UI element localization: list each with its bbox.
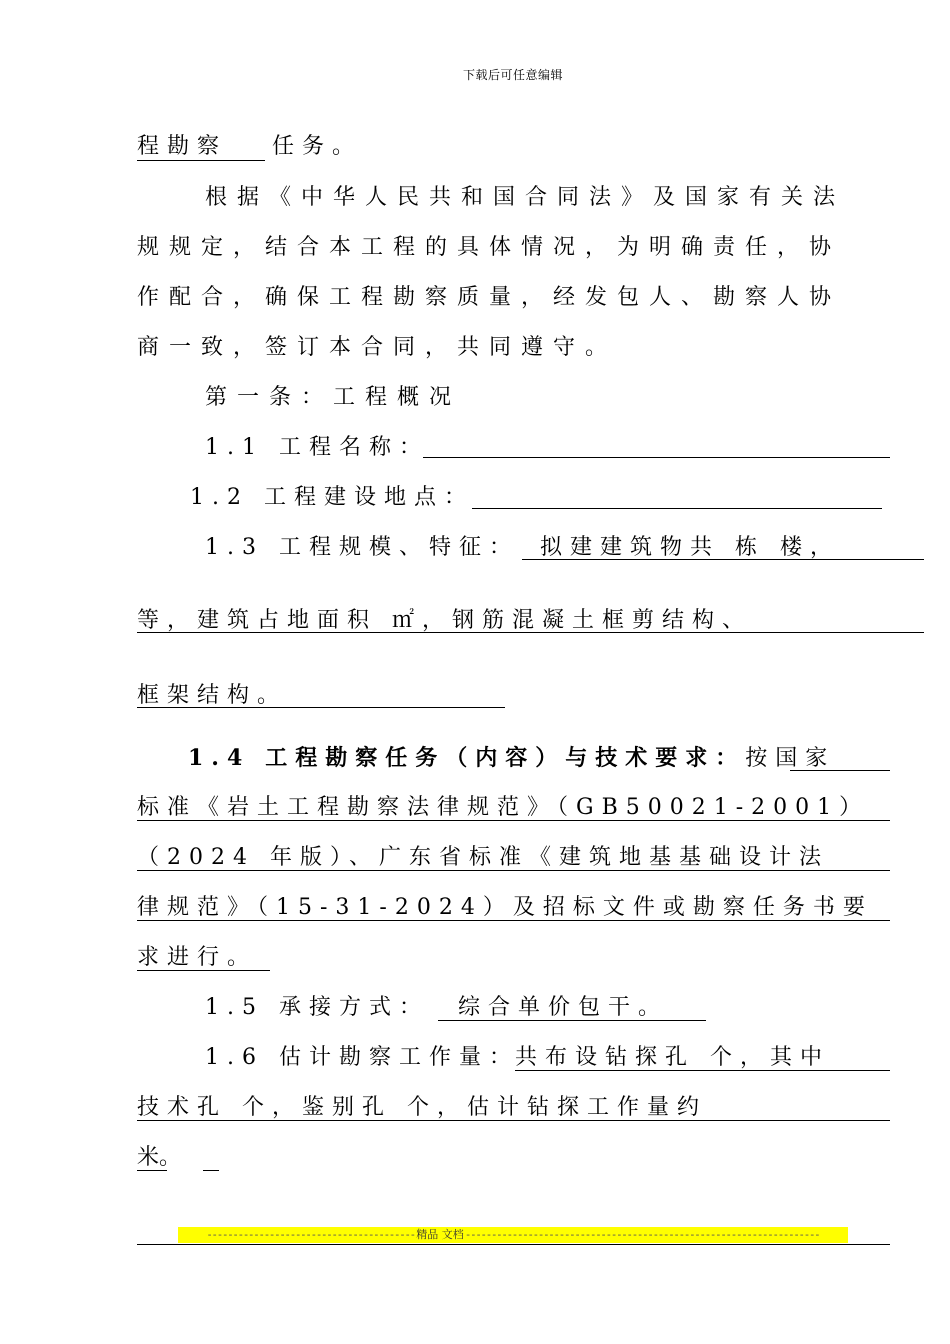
item-1-4-value: （2024 年版）、广东省标准《建筑地基基础设计法 (137, 845, 829, 870)
fill-in-rule (790, 770, 890, 771)
fill-in-rule (137, 870, 890, 871)
item-1-4-value: 律规范》（15-31-2024）及招标文件或勘察任务书要 (137, 895, 873, 920)
fill-in-rule (515, 1070, 890, 1071)
item-number: 1.4 (188, 745, 251, 771)
text-fragment: 米 (137, 1145, 160, 1170)
item-1-2-label: 1.2 工程建设地点： (190, 485, 474, 510)
underline-rule (137, 160, 265, 161)
item-1-6-label: 1.6 估计勘察工作量： (205, 1045, 519, 1070)
fill-in-rule (472, 508, 882, 509)
item-1-6-value: 技术孔 个，鉴别孔 个，估计钻探工作量约 (137, 1095, 707, 1120)
paragraph-line: 根据《中华人民共和国合同法》及国家有关法 (205, 185, 846, 210)
paragraph-line: 作配合，确保工程勘察质量，经发包人、勘察人协 (137, 285, 842, 310)
item-1-4-line (188, 743, 835, 774)
text-line (137, 132, 227, 162)
article-heading: 第一条：工程概况 (205, 385, 462, 410)
text-fragment: 。 (159, 1145, 182, 1170)
fill-in-rule (137, 632, 924, 633)
fill-in-rule (423, 457, 890, 458)
item-1-6-value: 共布设钻探孔 个，其中 (515, 1045, 830, 1070)
text-fragment: 程勘察 (137, 134, 228, 159)
fill-in-rule (137, 707, 505, 708)
item-1-5-label: 1.5 承接方式： (205, 995, 429, 1020)
paragraph-line: 商一致，签订本合同，共同遵守。 (137, 335, 618, 360)
footer-band: - - - - - - - - - - - - - - - - - - - - - - - - - - - - - - - - - - - - - - - - 精品 文档 - - - - - - - - - - - - - - - - - - - - - - - - - - - - - - - - - - - - - - - - - - - - - - - - - - - - - - - - - - - - - - - - - - - - (178, 1227, 848, 1243)
page-header: 下载后可任意编辑 (463, 68, 564, 82)
item-1-3-label: 1.3 工程规模、特征： (205, 535, 519, 560)
item-1-3-value: 拟建建筑物共 栋 楼， (540, 535, 840, 560)
item-1-3-cont: 等，建筑占地面积 ㎡，钢筋混凝土框剪结构、 (137, 608, 752, 633)
fill-in-rule (203, 1170, 219, 1171)
item-1-4-value: 标准《岩土工程勘察法律规范》（GB50021-2001） (137, 795, 870, 820)
item-1-4-label: 工程勘察任务（内容）与技术要求： (265, 745, 746, 771)
fill-in-rule (137, 920, 890, 921)
item-1-5-value: 综合单价包干。 (458, 995, 669, 1020)
fill-in-rule (137, 820, 890, 821)
item-1-3-end: 框架结构。 (137, 683, 288, 708)
fill-in-rule (438, 1020, 706, 1021)
item-1-4-value: 按国家 (745, 746, 836, 771)
footer-label: 精品 文档 (416, 1228, 464, 1241)
item-1-4-value: 求进行。 (137, 945, 258, 970)
fill-in-rule (137, 1170, 167, 1171)
item-1-6-end (137, 1143, 181, 1173)
paragraph-line: 规规定，结合本工程的具体情况，为明确责任，协 (137, 235, 842, 260)
fill-in-rule (522, 559, 924, 560)
fill-in-rule (137, 970, 270, 971)
text-line: 任务。 (272, 134, 363, 159)
fill-in-rule (137, 1120, 890, 1121)
item-1-1-label: 1.1 工程名称： (205, 435, 429, 460)
footer-rule (137, 1244, 890, 1245)
